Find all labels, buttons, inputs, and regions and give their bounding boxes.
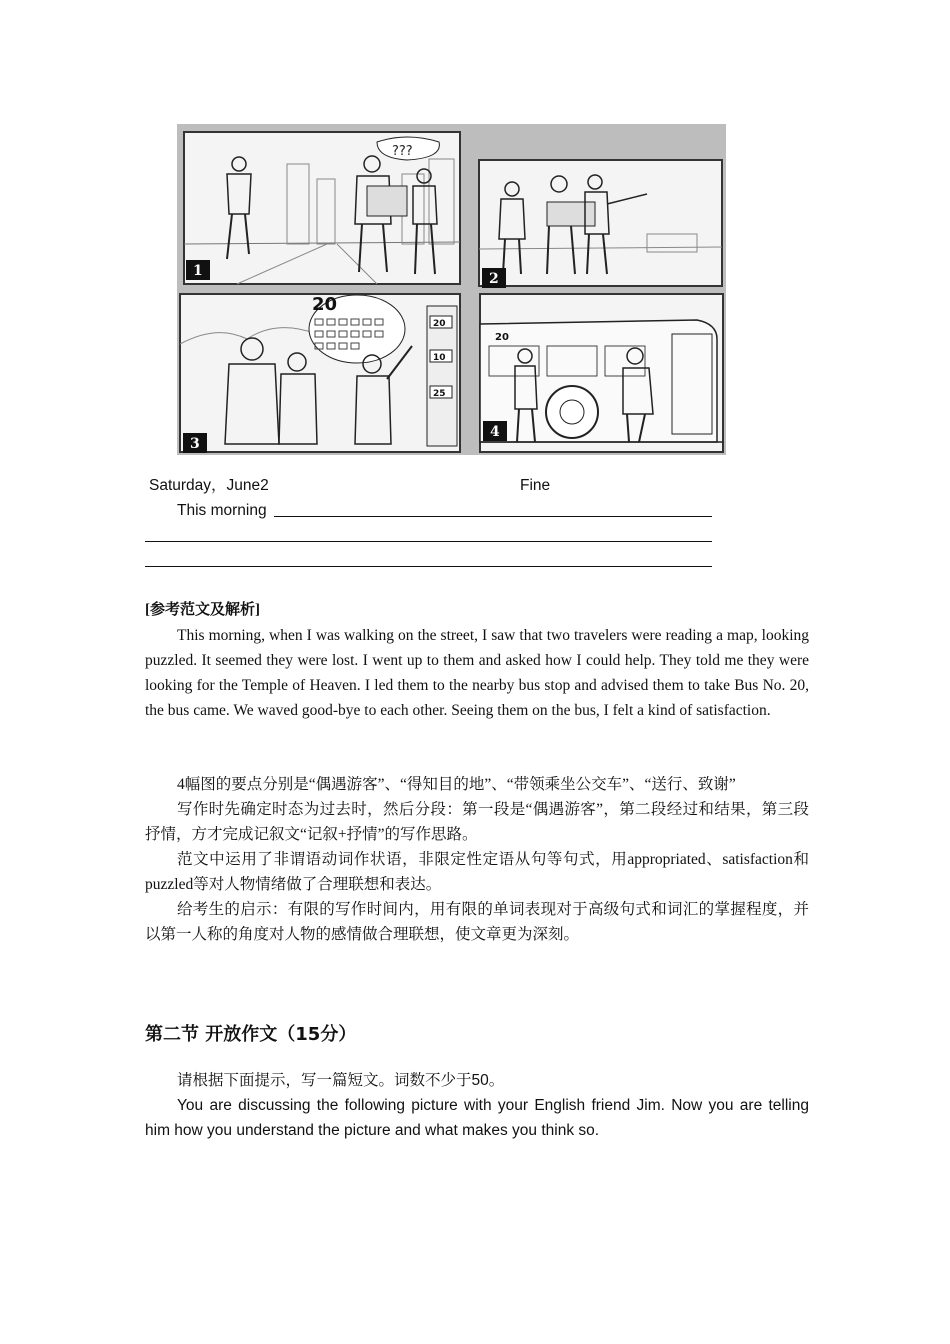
answer-blank-1[interactable] [274,498,712,517]
bus-sign-number: 20 [312,294,338,315]
sample-essay-text: This morning, when I was walking on the street, I saw that two travelers were reading a map, looking puzzled. It seemed they were lost. I went up to them and asked how I could help. They told me they were looking for the Temple of Heaven. I led them to the nearby bus stop and advised them to take Bus No. 20, the bus came. We waved good-bye to each other. Seeing them on the bus, I felt a kind of satisfaction. [145,627,809,719]
stop-sign-20: 20 [433,319,446,329]
stop-sign-25: 25 [433,389,446,399]
panel-number-2: 2 [489,271,499,287]
section-2-instruction: 请根据下面提示，写一篇短文。词数不少于50。 [177,1072,505,1089]
answer-blank-2[interactable] [145,523,712,542]
analysis-paragraph-1: 4幅图的要点分别是“偶遇游客”、“得知目的地”、“带领乘坐公交车”、“送行、致谢” [177,776,736,793]
analysis-paragraph-2: 写作时先确定时态为过去时，然后分段：第一段是“偶遇游客”，第二段经过和结果，第三段抒情，方才完成记叙文“记叙+抒情”的写作思路。 [145,801,809,843]
section-2-prompt: You are discussing the following picture with your English friend Jim. Now you are telling him how you understand the picture and what makes you think so. [145,1097,809,1139]
sample-essay [145,623,809,723]
comic-strip-drawing [177,124,726,455]
panel-number-1: 1 [193,263,203,279]
comic-panel-2 [479,160,722,288]
comic-strip-illustration [177,124,726,455]
bus-route-number: 20 [495,332,509,343]
stop-sign-10: 10 [433,353,446,363]
section-2-content [145,1068,809,1143]
thought-bubble-text: ??? [392,144,413,159]
comic-panel-4 [480,294,723,452]
comic-panel-3 [180,294,460,453]
panel-number-4: 4 [490,424,500,440]
panel-number-3: 3 [190,436,200,452]
analysis-section [145,772,809,947]
comic-panel-1 [184,132,460,284]
analysis-paragraph-4: 给考生的启示：有限的写作时间内，用有限的单词表现对于高级句式和词汇的掌握程度，并以第一人称的角度对人物的感情做合理联想，使文章更为深刻。 [145,901,809,943]
answer-blank-3[interactable] [145,548,712,567]
weather-text: Fine [520,477,551,494]
reference-heading: [参考范文及解析] [145,602,260,618]
opening-text: This morning [177,502,267,519]
analysis-paragraph-3: 范文中运用了非谓语动词作状语，非限定性定语从句等句式，用appropriated、satisfaction和puzzled等对人物情绪做了合理联想和表达。 [145,851,809,893]
section-2-title: 第二节 开放作文（15分） [145,1024,357,1045]
date-text: Saturday，June2 [149,477,269,494]
